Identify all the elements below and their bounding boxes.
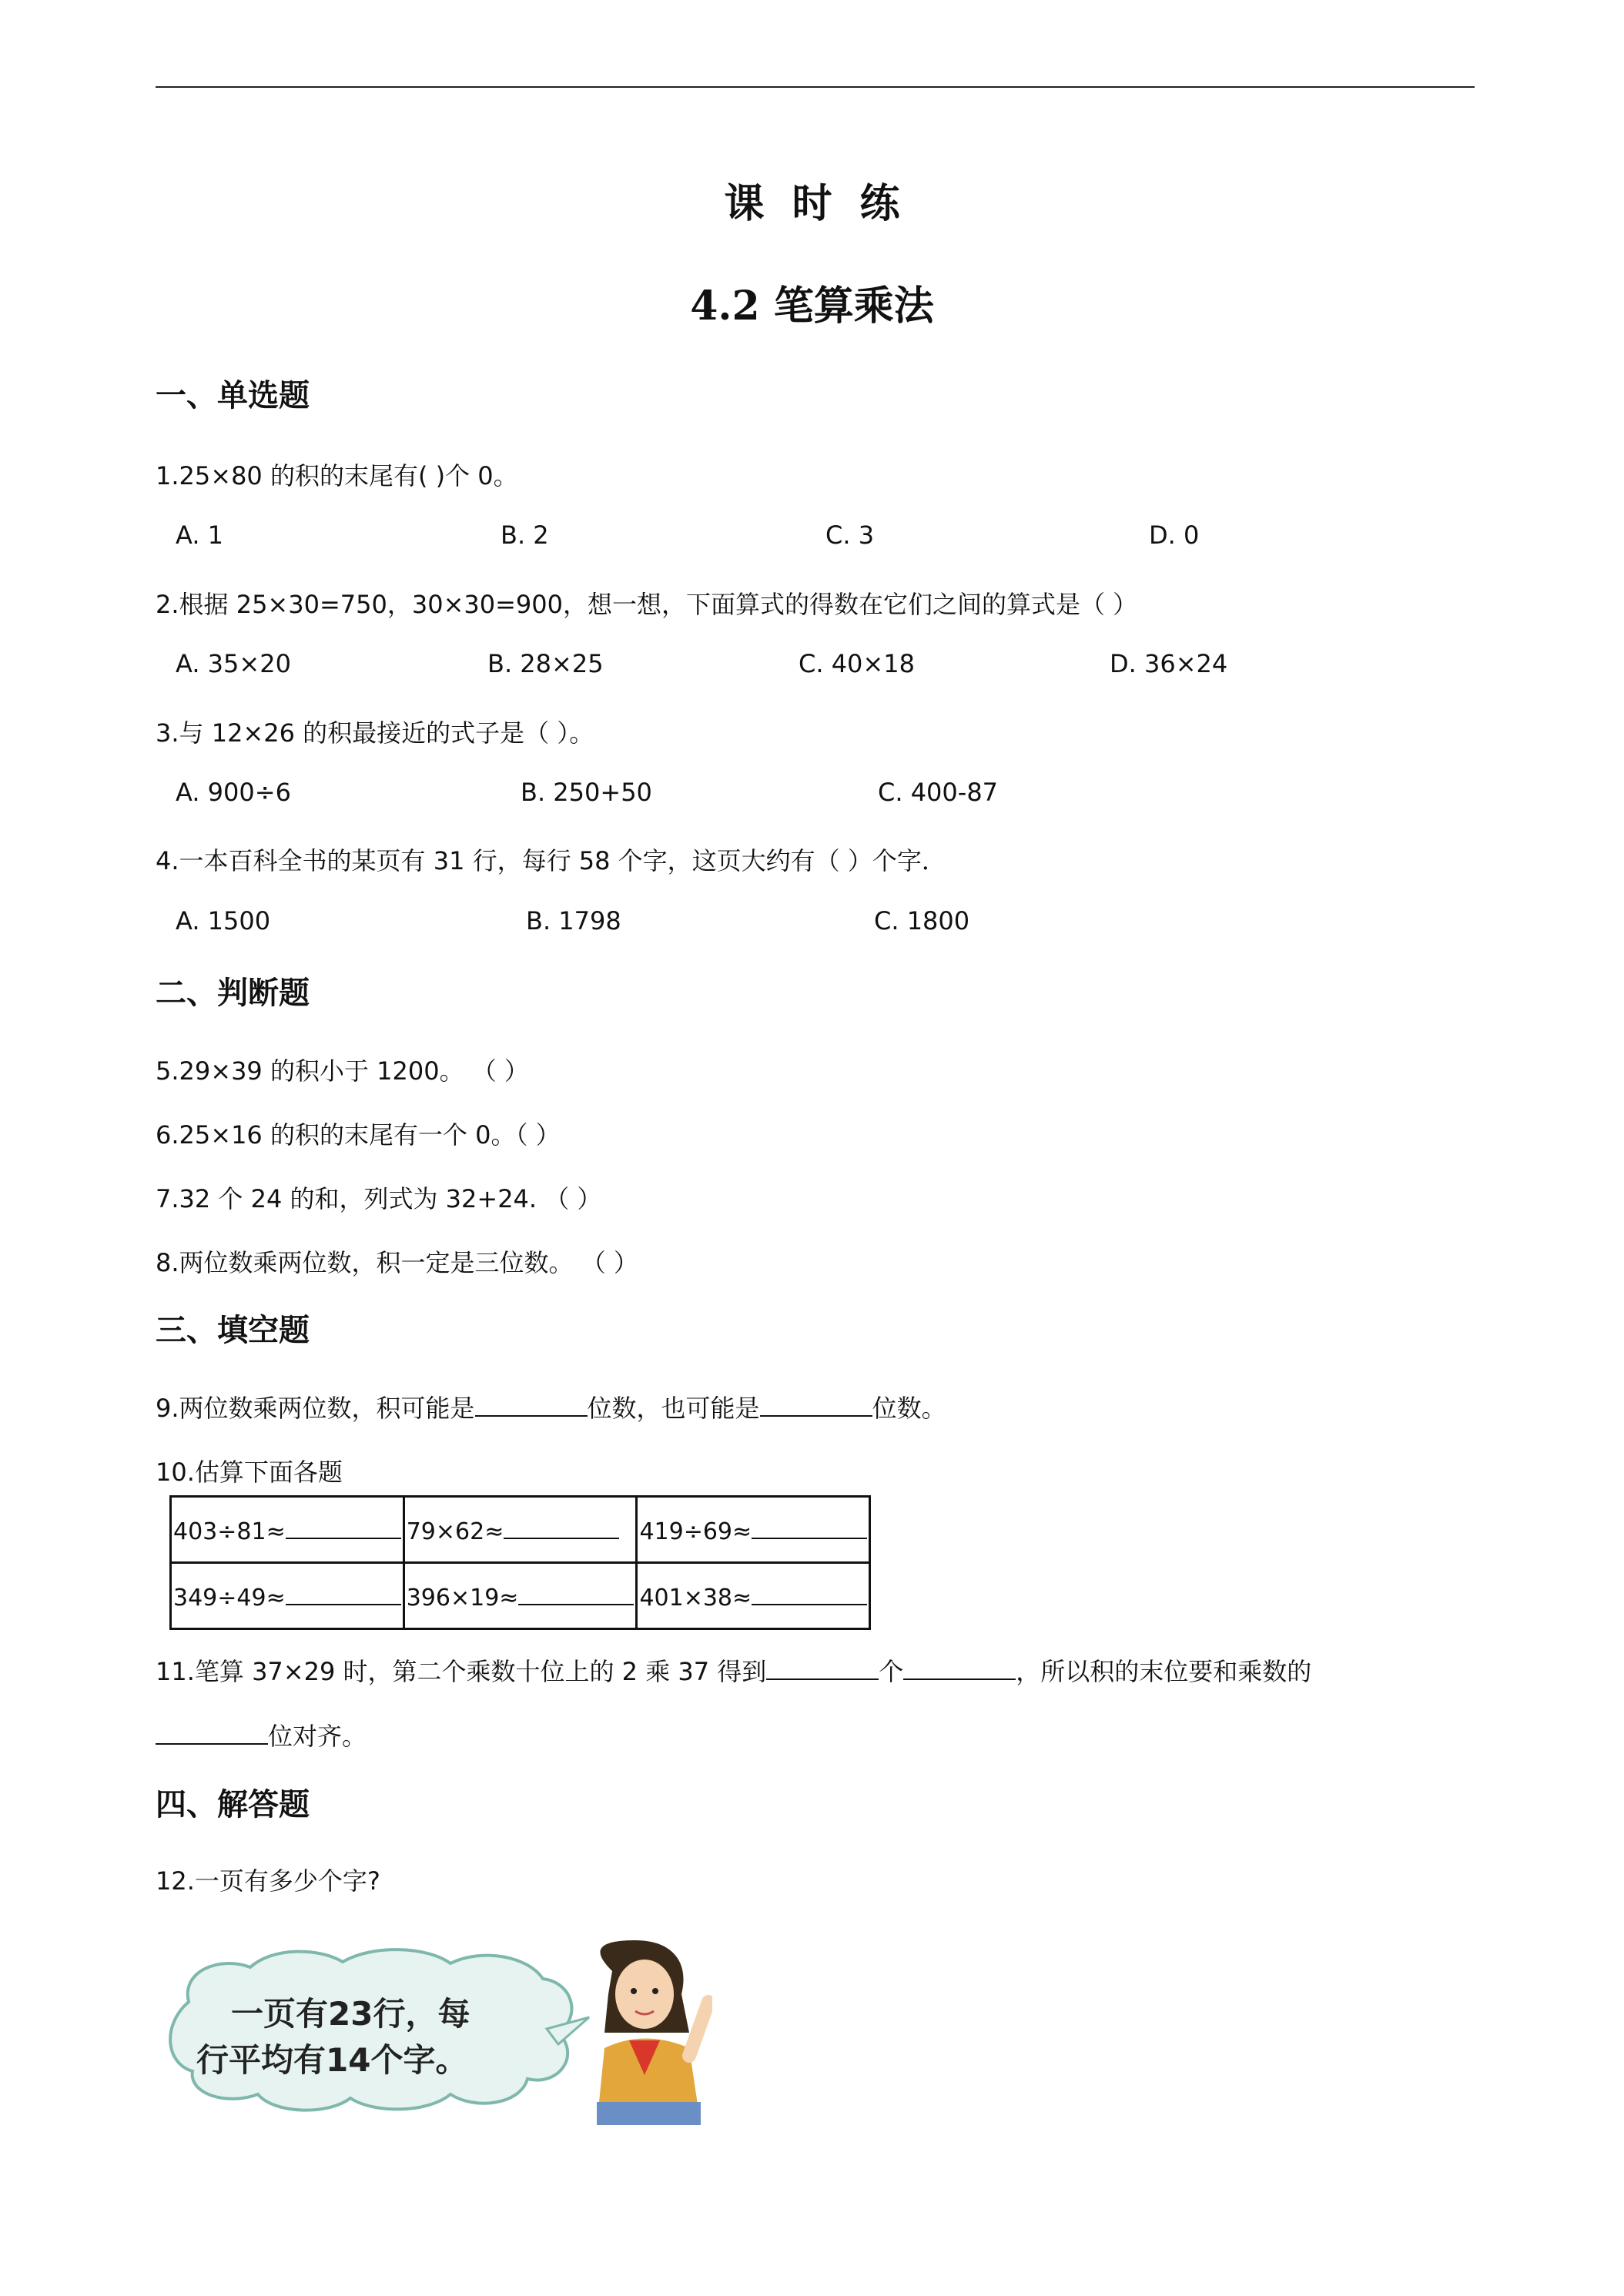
q11-blank-2[interactable] — [903, 1655, 1016, 1680]
question-4: 4.一本百科全书的某页有 31 行，每行 58 个字，这页大约有（ ）个字． — [156, 846, 946, 875]
bubble-text-1: 一页有23行，每 — [231, 1995, 470, 2033]
cell-blank[interactable] — [752, 1581, 867, 1605]
question-9 — [156, 1389, 946, 1424]
section-true-false: 二、判断题 — [156, 976, 310, 1011]
table-cell — [403, 1563, 637, 1629]
q11-blank-1[interactable] — [766, 1655, 879, 1680]
q3-option-c: C. 400-87 — [878, 778, 999, 807]
q11-text-2: 个 — [879, 1657, 904, 1686]
q3-option-a: A. 900÷6 — [176, 778, 291, 807]
q9-blank-1[interactable] — [475, 1392, 588, 1417]
q9-text-1: 9.两位数乘两位数，积可能是 — [156, 1394, 475, 1423]
question-11-cont — [156, 1717, 367, 1752]
cell-blank[interactable] — [504, 1514, 619, 1539]
question-1: 1.25×80 的积的末尾有( )个 0。 — [156, 461, 518, 490]
page-subtitle: 4.2 笔算乘法 — [690, 283, 934, 330]
q9-text-3: 位数。 — [872, 1394, 946, 1423]
table-cell — [637, 1563, 870, 1629]
cell-blank[interactable] — [286, 1514, 401, 1539]
q4-option-a: A. 1500 — [176, 906, 271, 935]
table-cell — [403, 1497, 637, 1563]
table-row — [171, 1563, 870, 1629]
question-2: 2.根据 25×30=750，30×30=900，想一想，下面算式的得数在它们之间的算式是（ ） — [156, 590, 1138, 619]
q1-option-c: C. 3 — [825, 520, 875, 550]
q2-option-b: B. 28×25 — [487, 649, 604, 678]
q9-text-2: 位数，也可能是 — [587, 1394, 760, 1423]
table-cell — [171, 1563, 404, 1629]
estimate-table — [169, 1495, 871, 1630]
q11-text-4: 位对齐。 — [268, 1722, 367, 1751]
cell-expression: 403÷81≈ — [173, 1518, 286, 1545]
cell-blank[interactable] — [752, 1514, 867, 1539]
header-rule — [156, 86, 1475, 88]
cell-blank[interactable] — [286, 1581, 401, 1605]
cell-expression: 349÷49≈ — [173, 1584, 286, 1612]
q9-blank-2[interactable] — [760, 1392, 872, 1417]
q11-text-1: 11.笔算 37×29 时，第二个乘数十位上的 2 乘 37 得到 — [156, 1657, 767, 1686]
q4-option-b: B. 1798 — [526, 906, 621, 935]
q2-option-a: A. 35×20 — [176, 649, 291, 678]
question-11 — [156, 1652, 1311, 1688]
question-12: 12.一页有多少个字? — [156, 1866, 380, 1896]
cell-expression: 79×62≈ — [406, 1518, 504, 1545]
cell-expression: 396×19≈ — [406, 1584, 519, 1612]
cell-expression: 419÷69≈ — [639, 1518, 752, 1545]
q2-option-c: C. 40×18 — [799, 649, 915, 678]
girl-figure — [597, 1940, 708, 2125]
question-8: 8.两位数乘两位数，积一定是三位数。 （ ） — [156, 1248, 638, 1277]
q4-option-c: C. 1800 — [874, 906, 970, 935]
table-cell — [637, 1497, 870, 1563]
speech-illustration — [158, 1940, 712, 2125]
q1-option-b: B. 2 — [501, 520, 549, 550]
table-cell — [171, 1497, 404, 1563]
section-answer: 四、解答题 — [156, 1787, 310, 1822]
q1-option-d: D. 0 — [1149, 520, 1200, 550]
question-10: 10.估算下面各题 — [156, 1458, 343, 1487]
q1-option-a: A. 1 — [176, 520, 224, 550]
q2-option-d: D. 36×24 — [1110, 649, 1228, 678]
question-3: 3.与 12×26 的积最接近的式子是（ ）。 — [156, 718, 594, 748]
question-5: 5.29×39 的积小于 1200。 （ ） — [156, 1056, 529, 1086]
section-single-choice: 一、单选题 — [156, 378, 310, 413]
question-6: 6.25×16 的积的末尾有一个 0。（ ） — [156, 1120, 561, 1150]
bubble-text-2: 行平均有14个字。 — [196, 2041, 468, 2079]
page-title: 课时练 — [724, 181, 928, 227]
question-7: 7.32 个 24 的和，列式为 32+24. （ ） — [156, 1184, 602, 1213]
cell-blank[interactable] — [518, 1581, 634, 1605]
q11-blank-3[interactable] — [156, 1720, 268, 1745]
section-fill-blank: 三、填空题 — [156, 1313, 310, 1348]
cell-expression: 401×38≈ — [639, 1584, 752, 1612]
q11-text-3: ，所以积的末位要和乘数的 — [1016, 1657, 1312, 1686]
q3-option-b: B. 250+50 — [521, 778, 652, 807]
table-row — [171, 1497, 870, 1563]
